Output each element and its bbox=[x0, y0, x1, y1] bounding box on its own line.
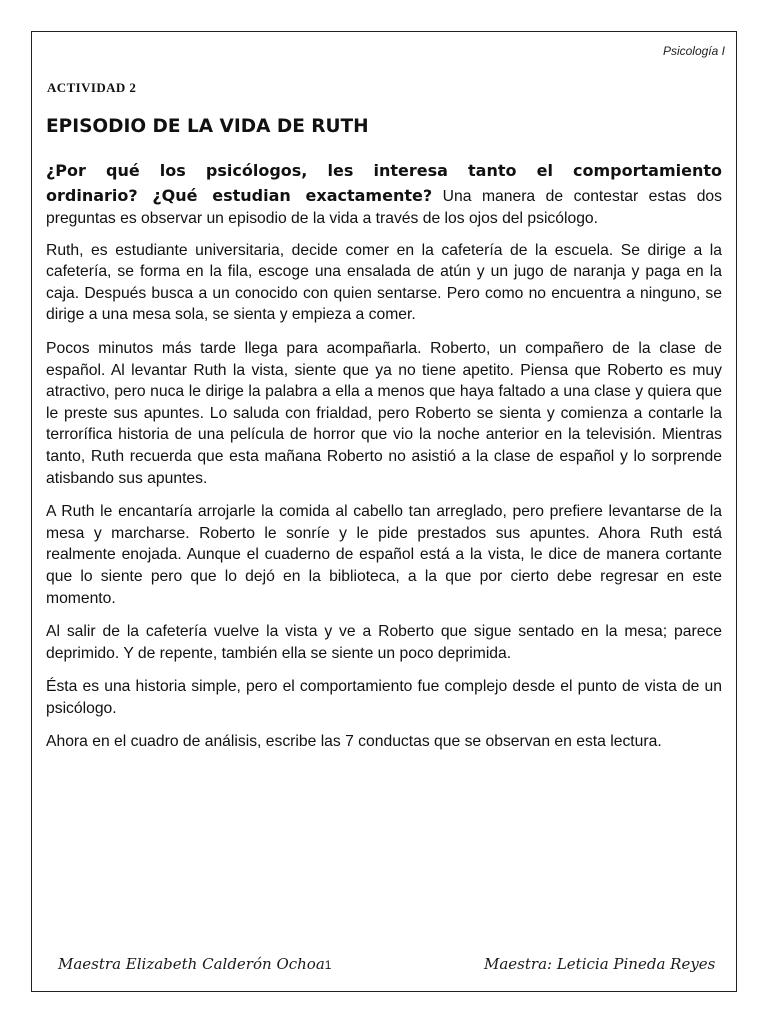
paragraph-2: Pocos minutos más tarde llega para acompañarla. Roberto, un compañero de la clase de español. Al levantar Ruth la vista, siente que ya no tiene apetito. Piensa que Roberto es muy atractivo, pero nuca le dirige la palabra a ella a menos que haya faltado a una clase y quiera que le preste sus apuntes. Lo saluda con frialdad, pero Roberto se sienta y comienza a contarle la terrorífica historia de una película de horror que vio la noche anterior en la televisión. Mientras tanto, Ruth recuerda que esta mañana Roberto no asistió a la clase de español y lo sorprende atisbando sus apuntes. bbox=[46, 339, 722, 487]
paragraph-1: Ruth, es estudiante universitaria, decide comer en la cafetería de la escuela. Se dirige a la cafetería, se forma en la fila, escoge una ensalada de atún y un jugo de naranja y paga en la caja. Después busca a un conocido con quien sentarse. Pero como no encuentra a ninguno, se dirige a una mesa sola, se sienta y empieza a comer. bbox=[46, 241, 722, 324]
footer-right-author: Maestra: Leticia Pineda Reyes bbox=[484, 955, 716, 973]
paragraph-5: Ésta es una historia simple, pero el comportamiento fue complejo desde el punto de vista de un psicólogo. bbox=[46, 678, 722, 717]
footer-left-author-name: Maestra Elizabeth Calderón Ochoa bbox=[58, 955, 325, 973]
paragraph-4: Al salir de la cafetería vuelve la vista y ve a Roberto que sigue sentado en la mesa; parece deprimido. Y de repente, también ella se siente un poco deprimida. bbox=[46, 623, 722, 662]
footer-left-author bbox=[58, 955, 331, 973]
lead-question: ¿Por qué los psicólogos, les interesa tanto el comportamiento ordinario? ¿Qué estudian exactamente? bbox=[46, 161, 722, 205]
paragraph-3: A Ruth le encantaría arrojarle la comida al cabello tan arreglado, pero prefiere levantarse de la mesa y marcharse. Roberto le sonríe y le pide prestados sus apuntes. Ahora Ruth está realmente enojada. Aunque el cuaderno de español está a la vista, le dice de manera cortante que lo siente pero que lo dejó en la biblioteca, a la que por cierto debe regresar en este momento. bbox=[46, 503, 722, 607]
header-subject: Psicología I bbox=[662, 44, 725, 58]
document-body bbox=[46, 158, 722, 765]
page-number: 1 bbox=[324, 958, 332, 972]
page-title: EPISODIO DE LA VIDA DE RUTH bbox=[46, 116, 369, 137]
intro-paragraph bbox=[46, 158, 722, 230]
lead-rest: Una manera de contestar estas dos preguntas es observar un episodio de la vida a través de los ojos del psicólogo. bbox=[46, 188, 722, 227]
activity-label: ACTIVIDAD 2 bbox=[47, 80, 137, 95]
paragraph-6: Ahora en el cuadro de análisis, escribe las 7 conductas que se observan en esta lectura. bbox=[46, 733, 662, 751]
